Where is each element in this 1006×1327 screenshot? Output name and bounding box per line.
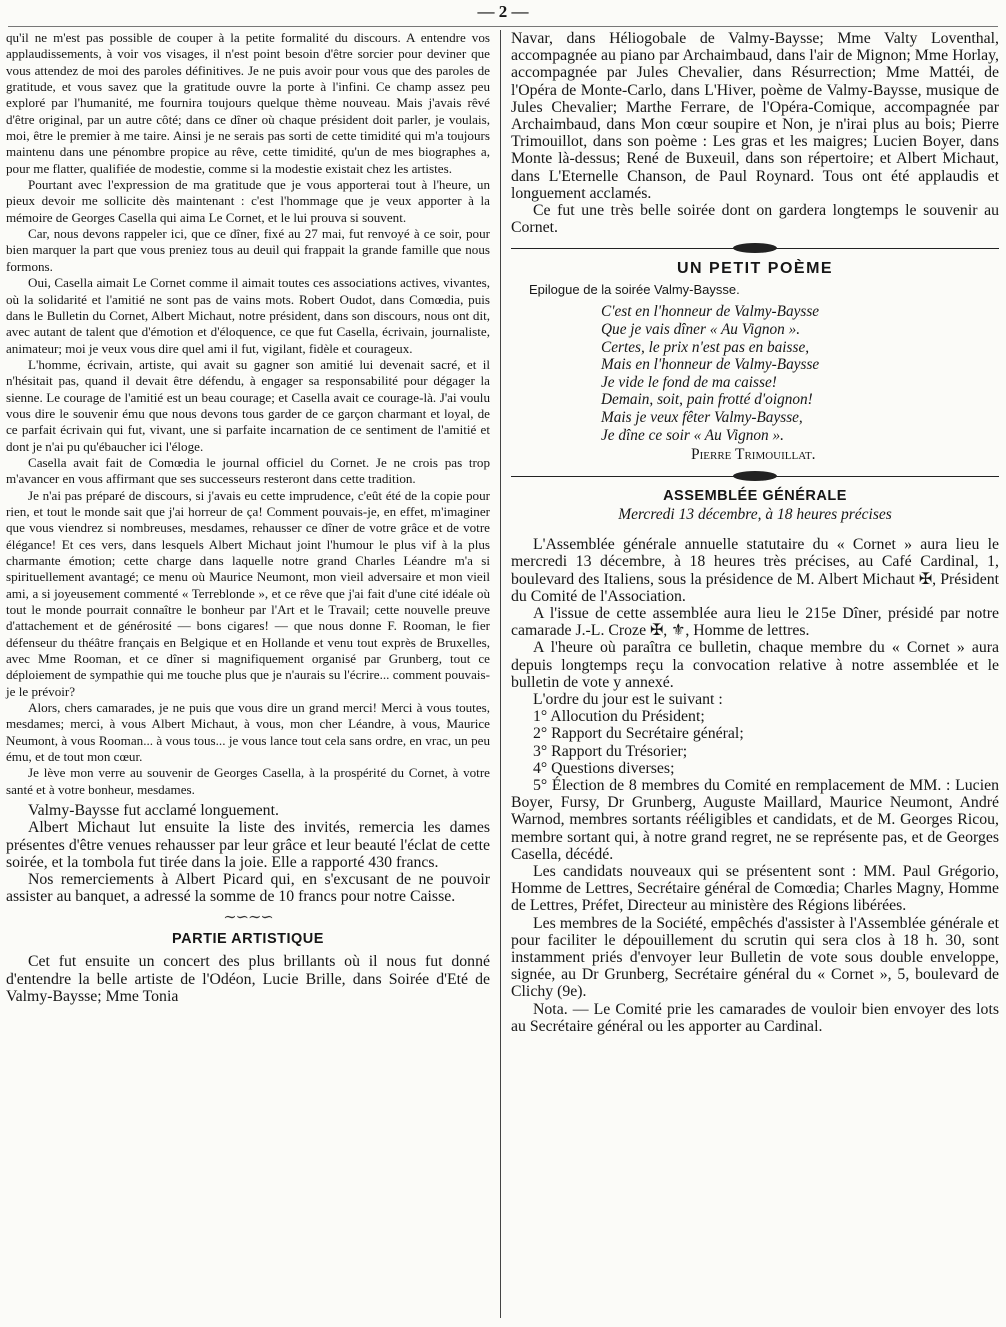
- poem-line: Que je vais dîner « Au Vignon ».: [601, 321, 801, 339]
- assembly-subheading: Mercredi 13 décembre, à 18 heures précises: [618, 506, 892, 524]
- report-paragraph: Nos remerciements à Albert Picard qui, en s'excusant de ne pouvoir assister au banquet, a adressé la somme de 10 francs pour notre Caisse.: [6, 870, 490, 906]
- header-rule: [8, 26, 998, 27]
- speech-paragraph: qu'il ne m'est pas possible de couper à la petite formalité du discours. A entendre vos applaudissements, à voir vos visages, il n'est point besoin d'être sorcier pour deviner que vous attendez de moi des paroles définitives. Je ne puis avoir pour vous que des paroles de gratitude, et vous savez que la gratitude ouvre la porte à l'infini. Ce champ assez peu exploré par l'humanité, me fournira toujours quelque thème nouveau. Mais j'avais rêvé d'être original, par un autre côté; dans ce dîner où chaque président doit parler, je voulais, moi, être le premier à me taire. Ainsi je ne serais pas sorti de cette timidité qui m'a toujours maintenu dans une pénombre propice au rêve, cette timidité, qu'un de mes biographes a, pour me flatter, qualifiée de modestie, comme si la modestie existait chez les artistes.: [6, 30, 490, 176]
- poem-epigraph: Epilogue de la soirée Valmy-Baysse.: [529, 282, 740, 298]
- artistic-heading: PARTIE ARTISTIQUE: [172, 931, 324, 948]
- report-text: [6, 802, 490, 905]
- report-paragraph: Valmy-Baysse fut acclamé longuement.: [28, 802, 279, 820]
- speech-paragraph: Je n'ai pas préparé de discours, si j'avais eu cette imprudence, c'eût été de la copie pour rien, et tout le monde sait que j'ai horreur de ça! Comment pouvais-je, en effet, m'imaginer que vous viendrez si nombreuses, mesdames, rehausser ce dîner de votre grâce et de votre élégance! Et ces vers, dans lesquels Albert Michaut joint l'humour le plus vif à la plus charmante émotion; cette charge dans laquelle notre grand Charles Léandre m'a si spirituellement avantagé; ce menu où Maurice Neumont, mon vieil adversaire et mon vieil ami, a si joyeusement commenté « Terreblonde », et ce rêve que j'ai fait d'une cité idéale où tout le monde pourrait connaître le bonheur par l'Art et le Travail; cette nouvelle preuve d'attachement et de générosité — bons cigares! — que nous donne F. Rooman, le fier défenseur du théâtre français en Belgique et en Hollande et venu tout exprès de Bruxelles, avec Mme Rooman, et ce dîner si magnifiquement organisé par Grunberg, tout ce déploiement de sympathie qui me touche plus que je n'aurais su l'écrire... comment pouvais-je le prévoir?: [6, 487, 490, 699]
- poem-line: Certes, le prix n'est pas en baisse,: [601, 338, 810, 356]
- assembly-paragraph: A l'heure où paraîtra ce bulletin, chaque membre du « Cornet » aura depuis longtemps reçu la convocation relative à notre assemblée et le bulletin de vote y annexé.: [511, 639, 999, 691]
- artistic-paragraph: Cet fut ensuite un concert des plus brillants où il nous fut donné d'entendre la belle artiste de l'Odéon, Lucie Brille, dans Soirée d'Eté de Valmy-Baysse; Mme Tonia: [6, 953, 490, 1005]
- agenda-item: 5° Élection de 8 membres du Comité en remplacement de MM. : Lucien Boyer, Fursy, Dr Grunberg, Auguste Maillard, Maurice Neumont, André Warnod, membres sortants rééligibles et candidats, et de M. Georges Ricou, membre sortant qui, à notre grand regret, ne se représente pas, et de Georges Casella, décédé.: [511, 777, 999, 863]
- left-column: [6, 30, 490, 1005]
- nota-paragraph: Nota. — Le Comité prie les camarades de vouloir bien envoyer des lots au Secrétaire général ou les apporter au Cardinal.: [511, 1000, 999, 1035]
- agenda-item: 3° Rapport du Trésorier;: [533, 742, 688, 760]
- poem-line: C'est en l'honneur de Valmy-Baysse: [601, 303, 820, 321]
- speech-paragraph: L'homme, écrivain, artiste, qui avait su gagner son amitié lui devenait sacré, et il n'hésitait pas, quand il devait être défendu, à engager sa responsabilité pour dégager la sienne. Le courage de l'amitié est un beau courage; et Casella avait ce courage-là. J'ai voulu vous dire le souvenir ému que nous devons tous garder de ce garçon charmant et loyal, de ce parfait écrivain qui fut, vivant, une si parfaite incarnation de ce sentiment de l'amitié et dont je n'ai pu qu'ébaucher ici l'éloge.: [6, 356, 490, 454]
- section-separator: [511, 470, 999, 482]
- speech-paragraph: Casella avait fait de Comœdia le journal officiel du Cornet. Je ne crois pas trop m'avancer en vous affirmant que ses successeurs resteront dans cette tradition.: [6, 454, 490, 487]
- agenda-item: 2° Rapport du Secrétaire général;: [533, 725, 744, 743]
- speech-paragraph: Pourtant avec l'expression de ma gratitude que je vous apporterai tout à l'heure, un pieux devoir me sollicite dès maintenant : c'est l'hommage que je veux apporter à la mémoire de Georges Casella qui aima Le Cornet, et le lui prouva si souvent.: [6, 177, 490, 225]
- agenda-item: 4° Questions diverses;: [533, 759, 675, 777]
- column-divider: [500, 30, 501, 1318]
- page-number: — 2 —: [477, 2, 529, 21]
- ornament-divider: ∼∽∼∽: [223, 909, 273, 927]
- poem-body: [601, 303, 999, 444]
- speech-paragraph: Oui, Casella aimait Le Cornet comme il aimait toutes ces associations actives, vivantes, où la solidarité et l'amitié ne sont pas de vains mots. Robert Oudot, dans Comœdia, puis dans le Bulletin du Cornet, Albert Michaut, notre président, dans son discours, nous ont dit, avec autant de talent que d'émotion et d'éloquence, ce que fut Casella, écrivain, journaliste, animateur; moi je veux vous dire quel ami il fut, vigilant, fidèle et courageux.: [6, 275, 490, 356]
- assembly-paragraph: Les membres de la Société, empêchés d'assister à l'Assemblée générale et pour faciliter le dépouillement du scrutin qui sera clos à 18 h. 30, sont instamment priés d'envoyer leur Bulletin de vote sous double enveloppe, signée, au Dr Grunberg, Secrétaire général du « Cornet », 5, boulevard de Clichy (9e).: [511, 914, 999, 1001]
- poem-line: Demain, soit, pain frotté d'oignon!: [601, 391, 813, 409]
- poem-title: UN PETIT POÈME: [676, 260, 834, 278]
- report-paragraph: Albert Michaut lut ensuite la liste des invités, remercia les dames présentes d'être venues rehausser par leur grâce et leur beauté l'éclat de cette soirée, et la tombola fut tirée dans la joie. Elle a rapporté 430 francs.: [6, 819, 490, 871]
- closing-paragraph: Ce fut une très belle soirée dont on gardera longtemps le souvenir au Cornet.: [511, 202, 999, 237]
- right-column: [511, 30, 999, 1035]
- artistic-continued: Navar, dans Héliogobale de Valmy-Baysse; Mme Valty Loventhal, accompagnée au piano par Archaimbaud, dans l'air de Mignon; Mme Horlay, accompagnée par Jules Chevalier, dans Résurrection; Mme Mattéi, de l'Opéra de Monte-Carlo, dans L'Hiver, poème de Valmy-Baysse, musique de Jules Chevalier; Marthe Ferrare, de l'Opéra-Comique, accompagnée par Archaimbaud, dans Mon cœur soupire et Non, je n'irai plus au bois; Pierre Trimouillot, dans son poème : Les gras et les maigres; Lucien Boyer, dans Monte là-dessus; René de Buxeuil, dans son répertoire; et Albert Michaut, dans L'Eternelle Chanson, de Paul Roynard. Tous ont été applaudis et longuement acclamés.: [511, 30, 999, 202]
- agenda-intro: L'ordre du jour est le suivant :: [533, 691, 723, 709]
- speech-text: [6, 30, 490, 798]
- agenda-item: 1° Allocution du Président;: [533, 708, 705, 726]
- speech-paragraph: Car, nous devons rappeler ici, que ce dîner, fixé au 27 mai, fut renvoyé à ce soir, pour bien marquer la part que vous preniez tous au deuil qui frappait la grande famille que nous formons.: [6, 226, 490, 274]
- assembly-text: [511, 536, 999, 1035]
- assembly-paragraph: A l'issue de cette assemblée aura lieu le 215e Dîner, présidé par notre camarade J.-L. Croze ✠, ⚜, Homme de lettres.: [511, 605, 999, 640]
- poem-line: Mais je veux fêter Valmy-Baysse,: [601, 409, 803, 426]
- section-separator: [511, 242, 999, 254]
- assembly-paragraph: L'Assemblée générale annuelle statutaire du « Cornet » aura lieu le mercredi 13 décembre, à 18 heures très précises, au Café Cardinal, 1, boulevard des Italiens, sous la présidence de M. Albert Michaut ✠, Président du Comité de l'Association.: [511, 536, 999, 605]
- speech-paragraph: Alors, chers camarades, je ne puis que vous dire un grand merci! Merci à vous toutes, mesdames; merci, à vous Albert Michaut, à vous, mon cher Léandre, à vous, Maurice Neumont, à vous Rooman... à vous tous... je vous lance tout cela sans ordre, en vrac, un peu ému, et de tout mon cœur.: [6, 700, 490, 765]
- poem-line: Je dîne ce soir « Au Vignon ».: [601, 426, 784, 444]
- poem-line: Je vide le fond de ma caisse!: [601, 373, 777, 391]
- assembly-heading: ASSEMBLÉE GÉNÉRALE: [663, 488, 847, 505]
- poem-author: Pierre Trimouillat.: [691, 446, 816, 464]
- poem-line: Mais en l'honneur de Valmy-Baysse: [601, 356, 820, 374]
- assembly-paragraph: Les candidats nouveaux qui se présentent sont : MM. Paul Grégorio, Homme de Lettres, Secrétaire général de Comœdia; Charles Magny, Homme de Lettres, Préfet, Directeur au ministère des Régions libérées.: [511, 863, 999, 915]
- speech-paragraph: Je lève mon verre au souvenir de Georges Casella, à la prospérité du Cornet, à votre santé et à votre bonheur, mesdames.: [6, 765, 490, 797]
